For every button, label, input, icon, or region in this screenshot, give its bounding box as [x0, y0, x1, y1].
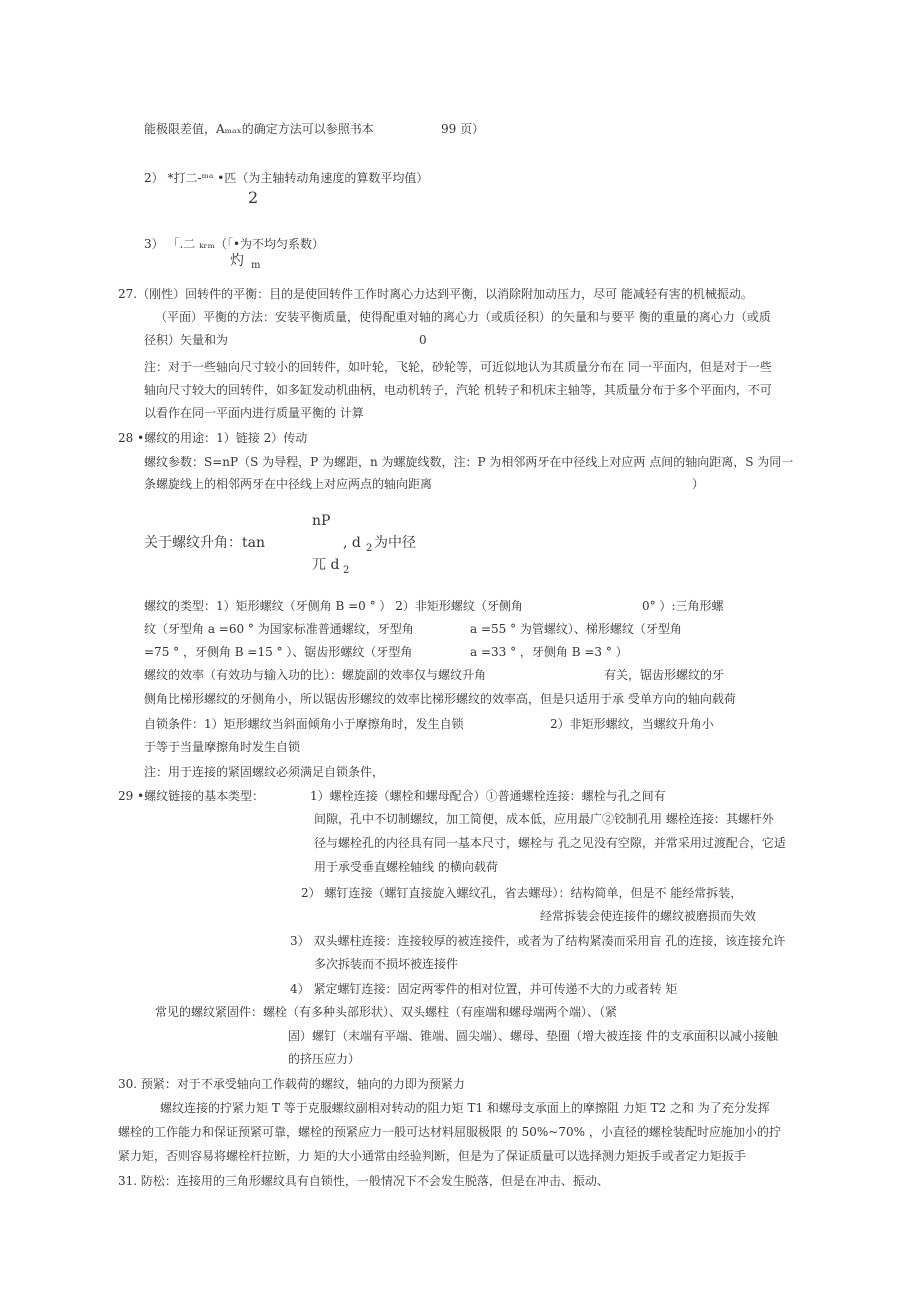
text-line: 2） *打二-ᵐᵃ •匹（为主轴转动角速度的算数平均值） [144, 171, 429, 185]
text-line: 99 页） [441, 122, 485, 136]
text-line: （平面）平衡的方法：安装平衡质量，使得配重对轴的离心力（或质径积）的矢量和与要平 衡的重量的离心力（或质 [155, 310, 771, 324]
text-line: 注：用于连接的紧固螺纹必须满足自锁条件， [144, 765, 385, 779]
text-line: 螺栓的工作能力和保证预紧可靠，螺栓的预紧应力一般可达材料屈服极限 的 50%~70% ，小直径的螺栓装配时应施加小的拧 [118, 1125, 781, 1139]
text-line: 2）非矩形螺纹，当螺纹升角小 [550, 717, 714, 731]
text-line: 条螺旋线上的相邻两牙在中径线上对应两点的轴向距离 [144, 477, 433, 491]
text-line: 3） 双头螺柱连接：连接较厚的被连接件，或者为了结构紧凑而采用盲 孔的连接，该连接允许 [290, 934, 786, 948]
formula-fragment: m [251, 260, 261, 271]
formula-subscript: 2 [343, 565, 350, 576]
text-line: 纹（牙型角 a =60 ° 为国家标准普通螺纹，牙型角 [144, 622, 414, 636]
text-line: 0 [419, 333, 427, 347]
text-line: 4） 紧定螺钉连接：固定两零件的相对位置，并可传递不大的力或者转 矩 [290, 982, 678, 996]
text-line: 用于承受垂直螺栓轴线 的横向载荷 [314, 860, 498, 874]
text-line: =75 ° ，牙侧角 B =15 ° ）、锯齿形螺纹（牙型角 [144, 645, 413, 659]
formula-fragment: 为中径 [374, 535, 416, 551]
formula-numerator: nP [312, 513, 331, 529]
text-line: 固）螺钉（末端有平端、锥端、圆尖端）、螺母、垫圈（增大被连接 件的支承面积以减小接触 [288, 1029, 778, 1043]
text-line: 间隙，孔中不切制螺纹，加工简便，成本低，应用最广②铰制孔用 螺栓连接：其螺杆外 [314, 812, 774, 826]
formula-fragment: , d [343, 535, 361, 551]
formula-subscript: 2 [366, 543, 373, 554]
text-line: 以看作在同一平面内进行质量平衡的 计算 [144, 406, 364, 420]
text-line: 螺纹的效率（有效功与输入功的比）：螺旋副的效率仅与螺纹升角 [144, 668, 487, 682]
text-line: 径与螺栓孔的内径具有同一基本尺寸，螺栓与 孔之见没有空隙，并常采用过渡配合，它适 [314, 836, 786, 850]
text-line: 能极限差值，Aₘₐₓ的确定方法可以参照书本 [144, 122, 374, 136]
text-line: 注：对于一些轴向尺寸较小的回转件，如叶轮，飞轮，砂轮等，可近似地认为其质量分布在 同一平面内，但是对于一些 [144, 360, 772, 374]
text-line: 有关，锯齿形螺纹的牙 [604, 668, 725, 682]
text-line: 于等于当量摩擦角时发生自锁 [144, 740, 301, 754]
text-line: 27.（刚性）回转件的平衡：目的是使回转件工作时离心力达到平衡，以消除附加动压力，尽可 能减轻有害的机械振动。 [118, 287, 753, 301]
formula-fragment: 灼 [230, 253, 244, 269]
formula-fragment: 2 [248, 188, 259, 207]
text-line: a =55 ° 为管螺纹）、梯形螺纹（牙型角 [470, 622, 682, 636]
text-line: ） [692, 477, 705, 491]
text-line: 28 •螺纹的用途：1）链接 2）传动 [118, 431, 308, 445]
text-line: 侧角比梯形螺纹的牙侧角小，所以锯齿形螺纹的效率比梯形螺纹的效率高，但是只适用于承 受单方向的轴向载荷 [144, 692, 736, 706]
text-line: 3） 「.二 ₖᵣₘ（「•为不均匀系数） [144, 237, 325, 251]
text-line: 0° ）:三角形螺 [642, 599, 724, 613]
text-line: 自锁条件：1）矩形螺纹当斜面倾角小于摩擦角时，发生自锁 [144, 717, 464, 731]
text-line: 2） 螺钉连接（螺钉直接旋入螺纹孔，省去螺母）：结构简单，但是不 能经常拆装， [301, 886, 743, 900]
text-line: 29 •螺纹链接的基本类型： [118, 789, 265, 803]
text-line: 径积）矢量和为 [144, 333, 229, 347]
text-line: 常见的螺纹紧固件：螺栓（有多种头部形状）、双头螺柱（有座端和螺母端两个端）、（紧 [155, 1005, 618, 1019]
text-line: 螺纹参数：S=nP（S 为导程，P 为螺距，n 为螺旋线数，注：P 为相邻两牙在中径线上对应两 点间的轴向距离，S 为同一 [144, 455, 794, 469]
formula-label: 关于螺纹升角：tan [144, 535, 265, 551]
text-line: a =33 ° ，牙侧角 B =3 ° ） [470, 645, 628, 659]
text-line: 1）螺栓连接（螺栓和螺母配合）①普通螺栓连接：螺栓与孔之间有 [310, 789, 666, 803]
text-line: 螺纹的类型：1）矩形螺纹（牙侧角 B =0 ° ） 2）非矩形螺纹（牙侧角 [144, 599, 523, 613]
text-line: 31. 防松：连接用的三角形螺纹具有自锁性，一般情况下不会发生脱落，但是在冲击、振动、 [118, 1174, 609, 1188]
text-line: 30. 预紧：对于不承受轴向工作载荷的螺纹，轴向的力即为预紧力 [118, 1077, 465, 1091]
text-line: 经常拆装会使连接件的螺纹被磨损而失效 [540, 909, 757, 923]
formula-denominator: 兀 d [312, 557, 340, 573]
text-line: 轴向尺寸较大的回转件，如多缸发动机曲柄，电动机转子，汽轮 机转子和机床主轴等，其质量分布于多个平面内，不可 [144, 383, 772, 397]
text-line: 多次拆装而不损坏被连接件 [314, 957, 459, 971]
text-line: 螺纹连接的拧紧力矩 T 等于克服螺纹副相对转动的阻力矩 T1 和螺母支承面上的摩擦阻 力矩 T2 之和 为了充分发挥 [160, 1101, 770, 1115]
text-line: 的挤压应力） [288, 1052, 361, 1066]
text-line: 紧力矩，否则容易将螺栓杆拉断，力 矩的大小通常由经验判断，但是为了保证质量可以选择测力矩扳手或者定力矩扳手 [118, 1149, 746, 1163]
